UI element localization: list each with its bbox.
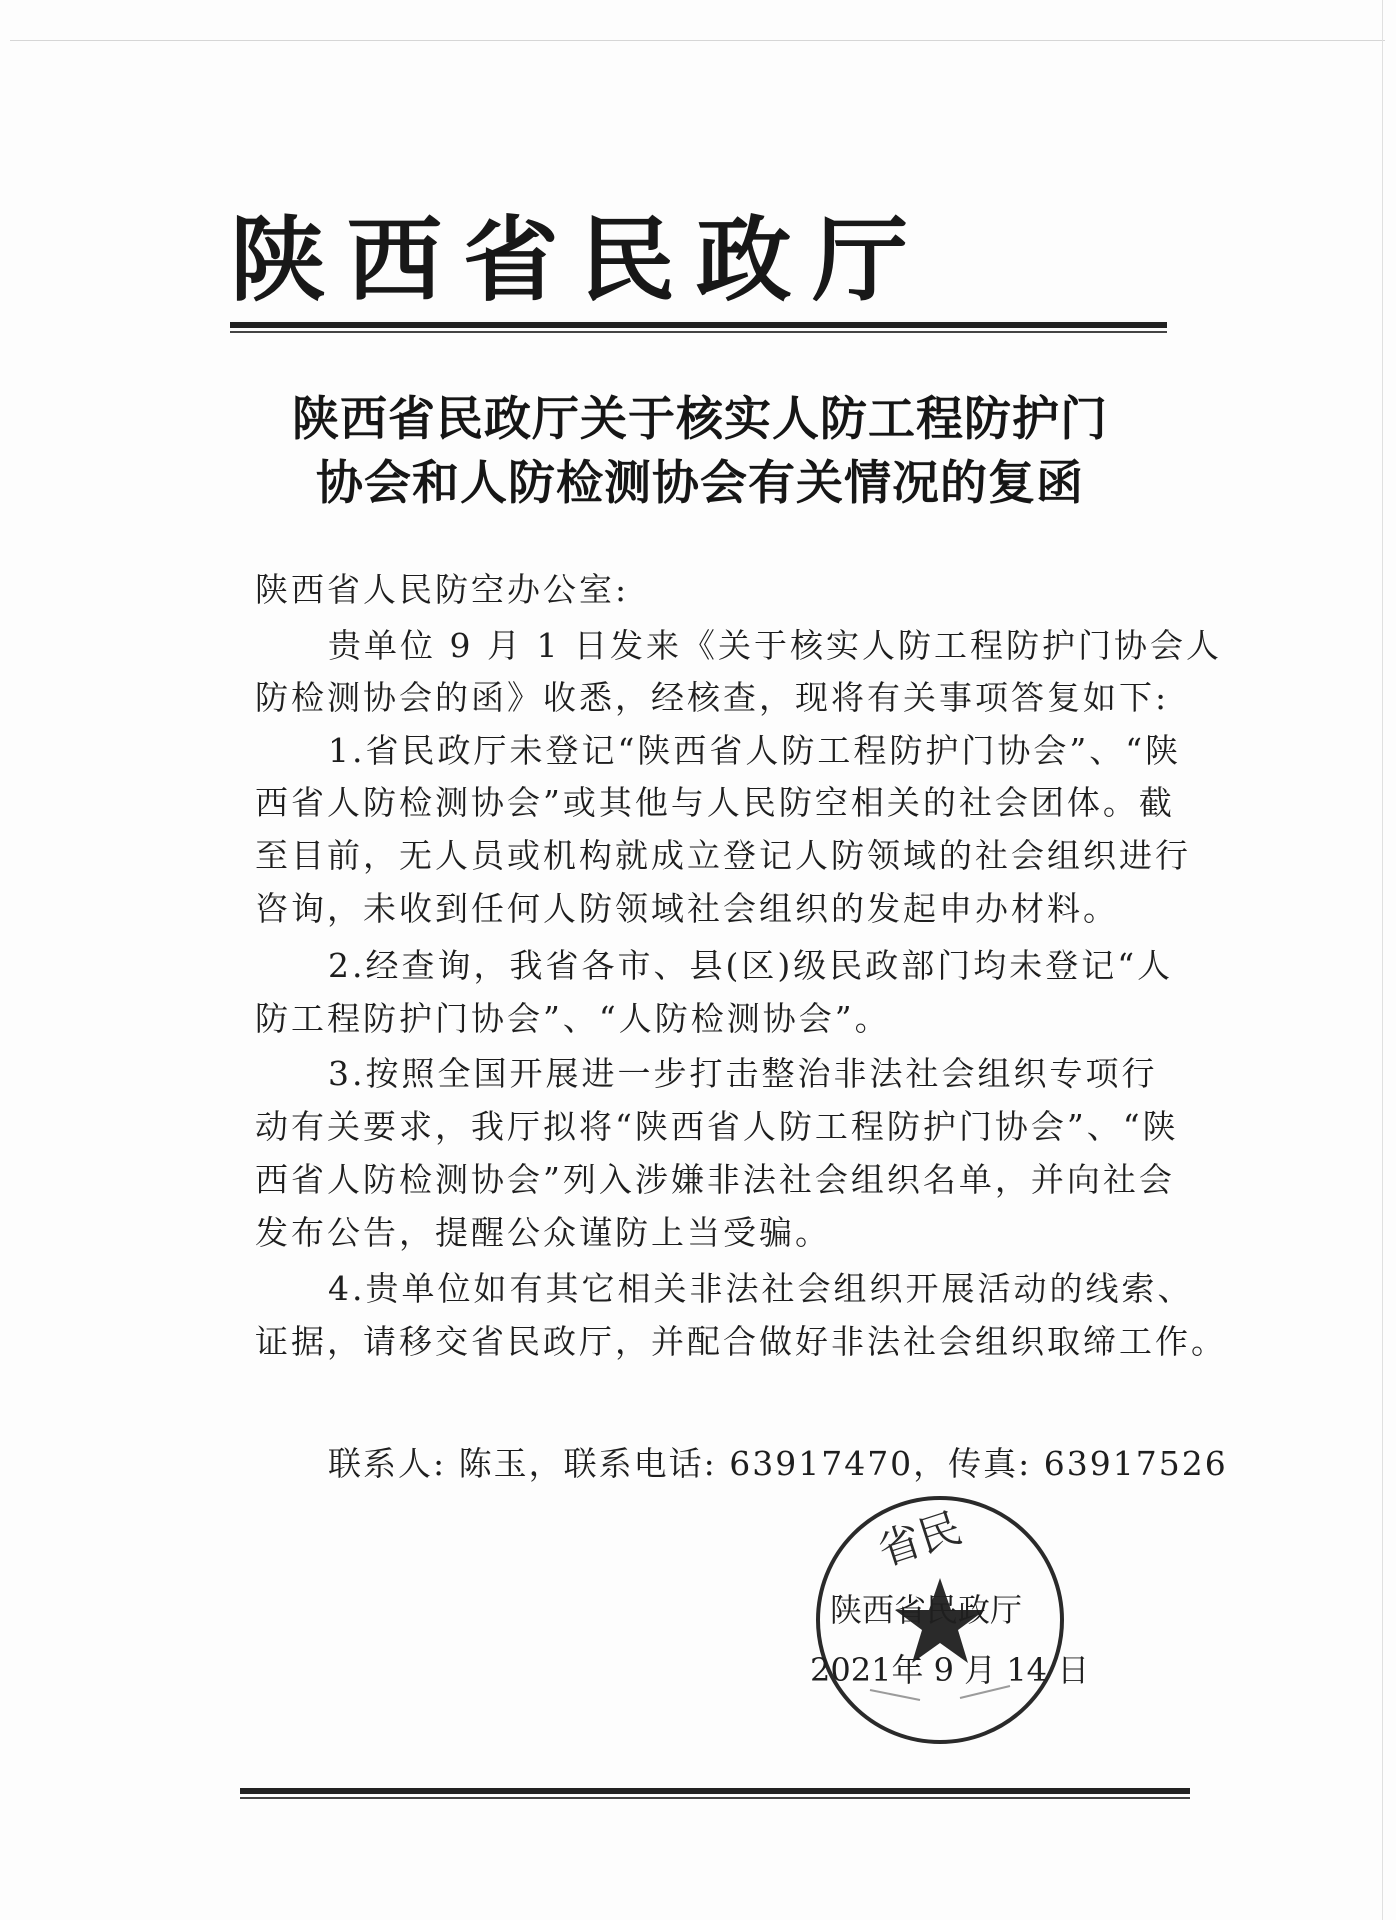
body-line: 西省人防检测协会”或其他与人民防空相关的社会团体。截 <box>255 783 1175 822</box>
scan-edge <box>10 40 1385 41</box>
document-title-line-1: 陕西省民政厅关于核实人防工程防护门 <box>292 392 1108 447</box>
body-line: 至目前，无人员或机构就成立登记人防领域的社会组织进行 <box>255 836 1191 875</box>
footer-rule <box>240 1788 1190 1794</box>
body-line: 贵单位 9 月 1 日发来《关于核实人防工程防护门协会人 <box>328 626 1222 665</box>
footer-rule-thin <box>240 1797 1190 1799</box>
body-line: 发布公告，提醒公众谨防上当受骗。 <box>255 1213 831 1252</box>
contact-info: 联系人: 陈玉，联系电话: 63917470，传真: 63917526 <box>328 1444 1228 1483</box>
body-line: 2.经查询，我省各市、县(区)级民政部门均未登记“人 <box>328 946 1174 985</box>
document-title-line-2: 协会和人防检测协会有关情况的复函 <box>316 456 1084 511</box>
body-line: 防检测协会的函》收悉，经核查，现将有关事项答复如下: <box>255 678 1170 717</box>
header-rule-thin <box>230 331 1167 333</box>
salutation: 陕西省人民防空办公室: <box>255 570 630 609</box>
signature-organization: 陕西省民政厅 <box>830 1591 1023 1629</box>
body-line: 证据，请移交省民政厅，并配合做好非法社会组织取缔工作。 <box>255 1322 1227 1361</box>
body-line: 咨询，未收到任何人防领域社会组织的发起申办材料。 <box>255 889 1119 928</box>
body-line: 4.贵单位如有其它相关非法社会组织开展活动的线索、 <box>328 1269 1194 1308</box>
scan-edge <box>1382 0 1383 1920</box>
signature-date: 2021年 9 月 14 日 <box>810 1651 1090 1689</box>
body-line: 防工程防护门协会”、“人防检测协会”。 <box>255 999 891 1038</box>
header-rule <box>230 322 1167 328</box>
letterhead: 陕西省民政厅 <box>230 207 929 314</box>
seal-text: 省民 <box>872 1502 968 1576</box>
body-line: 3.按照全国开展进一步打击整治非法社会组织专项行 <box>328 1054 1158 1093</box>
body-line: 动有关要求，我厅拟将“陕西省人防工程防护门协会”、“陕 <box>255 1107 1179 1146</box>
body-line: 西省人防检测协会”列入涉嫌非法社会组织名单，并向社会 <box>255 1160 1175 1199</box>
body-line: 1.省民政厅未登记“陕西省人防工程防护门协会”、“陕 <box>328 731 1182 770</box>
